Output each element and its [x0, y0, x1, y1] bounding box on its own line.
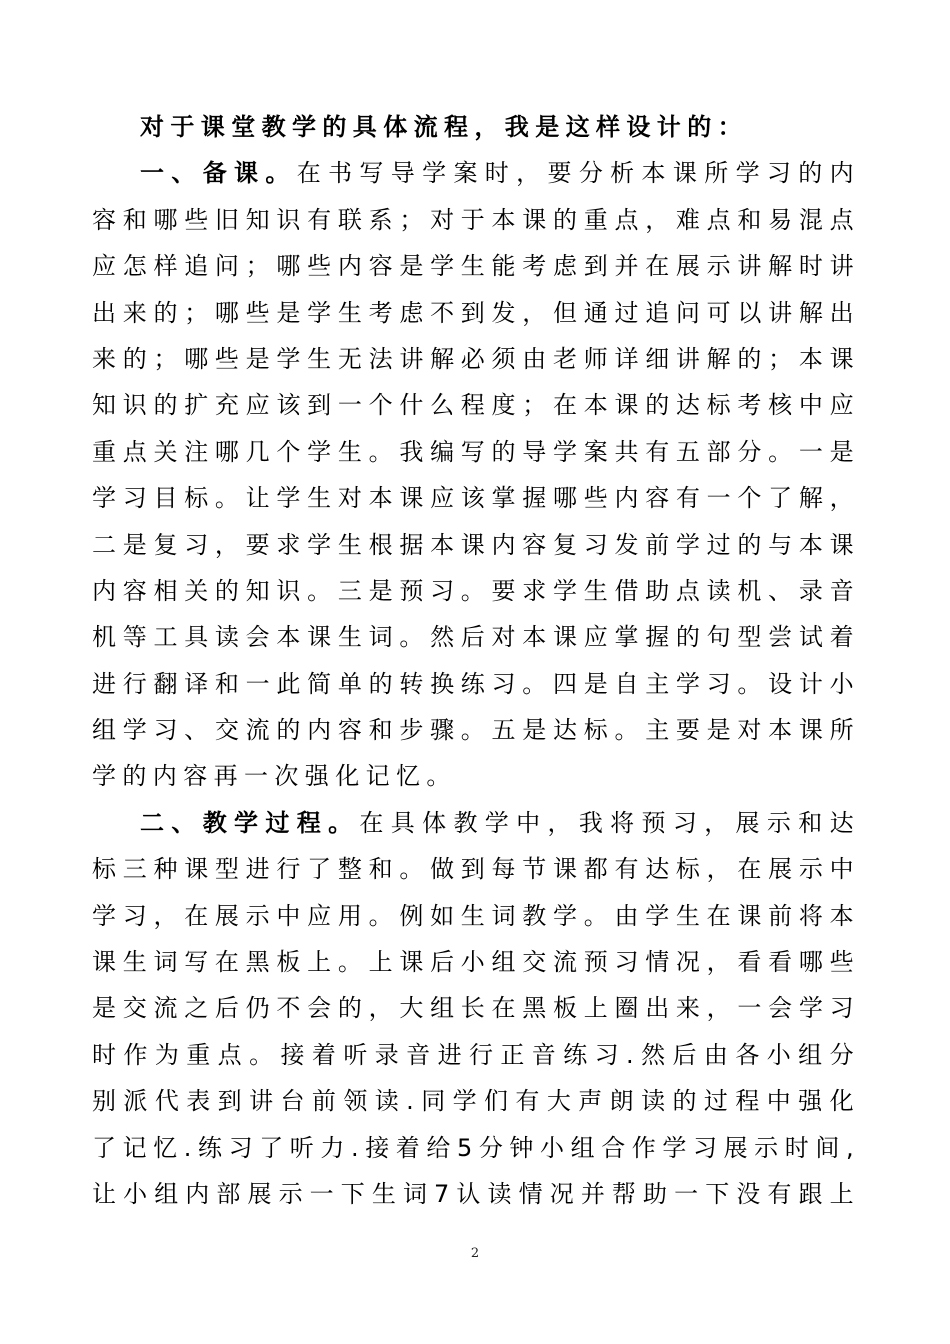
paragraph-line: 让小组内部展示一下生词7认读情况并帮助一下没有跟上 — [92, 1179, 860, 1208]
paragraph-line: 容和哪些旧知识有联系；对于本课的重点，难点和易混点 — [92, 205, 860, 234]
section-2-first-line-text: 在具体教学中，我将预习，展示和达 — [359, 808, 860, 837]
paragraph-line: 应怎样追问；哪些内容是学生能考虑到并在展示讲解时讲 — [92, 252, 860, 281]
paragraph-line: 学习目标。让学生对本课应该掌握哪些内容有一个了解， — [92, 484, 860, 513]
section-1-title: 一、备课。 — [140, 159, 297, 188]
paragraph-line: 学的内容再一次强化记忆。 — [92, 762, 457, 791]
paragraph-line: 组学习、交流的内容和步骤。五是达标。主要是对本课所 — [92, 716, 860, 745]
section-1-first-line — [92, 150, 860, 196]
paragraph-line: 进行翻译和一此简单的转换练习。四是自主学习。设计小 — [92, 669, 860, 698]
paragraph-line: 机等工具读会本课生词。然后对本课应掌握的句型尝试着 — [92, 623, 860, 652]
document-body — [92, 104, 860, 1217]
page-number: 2 — [470, 1246, 480, 1261]
paragraph-line: 课生词写在黑板上。上课后小组交流预习情况，看看哪些 — [92, 948, 860, 977]
paragraph-line: 学习，在展示中应用。例如生词教学。由学生在课前将本 — [92, 901, 860, 930]
paragraph-line: 了记忆.练习了听力.接着给5分钟小组合作学习展示时间, — [92, 1133, 860, 1162]
document-heading: 对于课堂教学的具体流程，我是这样设计的： — [140, 113, 748, 141]
section-2-first-line — [92, 800, 860, 846]
paragraph-line: 出来的；哪些是学生考虑不到发，但通过追问可以讲解出 — [92, 298, 860, 327]
section-1-first-line-text: 在书写导学案时，要分析本课所学习的内 — [296, 159, 861, 188]
paragraph-line: 是交流之后仍不会的，大组长在黑板上圈出来，一会学习 — [92, 994, 860, 1023]
section-2-title: 二、教学过程。 — [140, 808, 360, 837]
paragraph-line: 重点关注哪几个学生。我编写的导学案共有五部分。一是 — [92, 437, 860, 466]
paragraph-line: 标三种课型进行了整和。做到每节课都有达标，在展示中 — [92, 855, 860, 884]
paragraph-line: 二是复习，要求学生根据本课内容复习发前学过的与本课 — [92, 530, 860, 559]
paragraph-line: 来的；哪些是学生无法讲解必须由老师详细讲解的；本课 — [92, 344, 860, 373]
paragraph-line: 别派代表到讲台前领读.同学们有大声朗读的过程中强化 — [92, 1087, 860, 1116]
paragraph-line: 时作为重点。接着听录音进行正音练习.然后由各小组分 — [92, 1040, 860, 1069]
paragraph-line: 内容相关的知识。三是预习。要求学生借助点读机、录音 — [92, 576, 860, 605]
paragraph-line: 知识的扩充应该到一个什么程度；在本课的达标考核中应 — [92, 391, 860, 420]
